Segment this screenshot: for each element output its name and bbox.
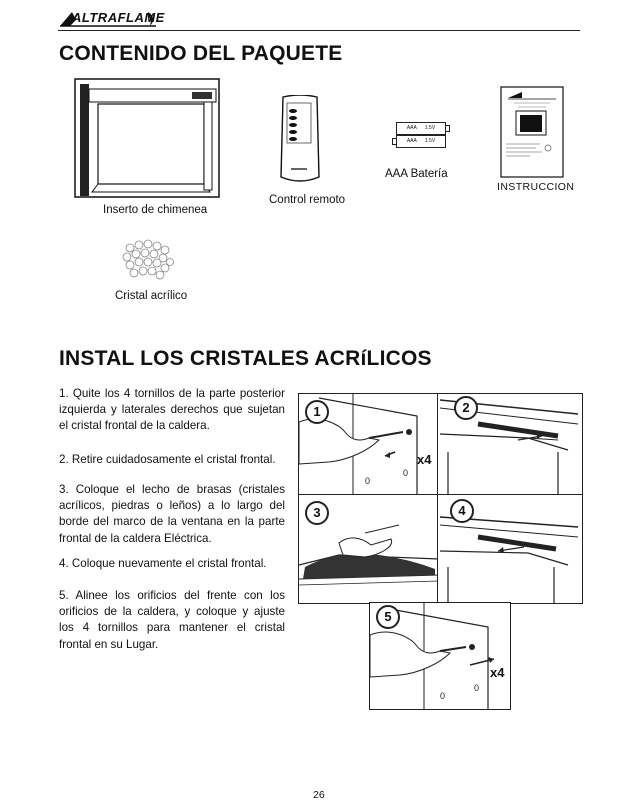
battery-label: AAA Batería [385, 168, 448, 180]
install-crystals-title: INSTAL LOS CRISTALES ACRíLICOS [59, 347, 432, 370]
quantity-x4-label: x4 [490, 665, 505, 680]
battery-cell-label: AAA 1.5V [406, 138, 436, 144]
manual-label: INSTRUCCION [497, 181, 575, 193]
package-contents-title: CONTENIDO DEL PAQUETE [59, 42, 343, 65]
battery-cell [396, 122, 446, 135]
step-1-text: 1. Quite los 4 tornillos de la parte posterior izquierda y laterales derechos que sujetan el cristal frontal de la caldera. [59, 387, 285, 433]
step-badge-2: 2 [454, 396, 478, 420]
insert-label: Inserto de chimenea [103, 204, 208, 216]
battery-cell-label: AAA 1.5V [406, 125, 436, 131]
battery-cell [396, 135, 446, 148]
page-number: 26 [313, 789, 325, 801]
battery-terminal-icon [392, 138, 397, 145]
step-badge-3: 3 [305, 501, 329, 525]
step-badge-1: 1 [305, 400, 329, 424]
remote-control-illustration [277, 95, 323, 185]
svg-text:0: 0 [474, 683, 480, 693]
svg-text:0: 0 [365, 476, 371, 486]
figure-panel-5 [369, 602, 511, 710]
quantity-x4-label: x4 [417, 452, 432, 467]
figure-panel-3 [298, 494, 440, 604]
step-badge-5: 5 [376, 605, 400, 629]
header-rule [58, 30, 580, 31]
svg-text:0: 0 [403, 468, 409, 478]
remote-label: Control remoto [269, 194, 346, 206]
figure-panel-2 [437, 393, 583, 497]
crystal-label: Cristal acrílico [115, 290, 188, 302]
step-2-text: 2. Retire cuidadosamente el cristal frontal. [59, 453, 276, 466]
figure-panel-1 [298, 393, 440, 497]
step-3-text: 3. Coloque el lecho de brasas (cristales acrílicos, piedras o leños) a lo largo del borde del marco de la ventana en la parte frontal de la caldera Eléctrica. [59, 483, 285, 545]
instruction-manual-illustration [500, 86, 564, 178]
battery-terminal-icon [445, 125, 450, 132]
svg-text:0: 0 [440, 691, 446, 701]
step-badge-4: 4 [450, 499, 474, 523]
brand-name: ALTRAFLAME [72, 10, 165, 25]
fireplace-insert-illustration [74, 78, 224, 200]
acrylic-crystal-illustration [120, 238, 176, 282]
step-5-text: 5. Alinee los orificios del frente con los orificios de la caldera, y coloque y ajuste los 4 tornillos para mantener el cristal frontal en su Lugar. [59, 589, 285, 651]
brand-logo [58, 8, 165, 30]
figure-panel-4 [437, 494, 583, 604]
step-4-text: 4. Coloque nuevamente el cristal frontal. [59, 557, 267, 570]
battery-illustration [392, 120, 456, 150]
